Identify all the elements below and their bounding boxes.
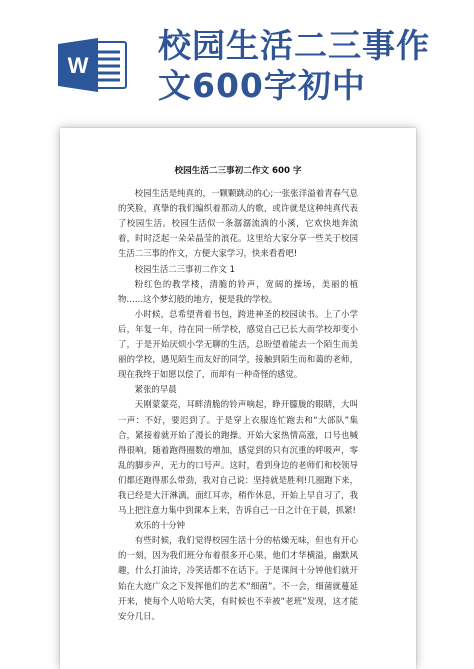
subheading-morning: 紧张的早晨 bbox=[134, 384, 177, 395]
section-heading: 校园生活二三事初二作文 1 bbox=[134, 263, 235, 274]
subheading-break: 欢乐的十分钟 bbox=[134, 520, 186, 531]
paragraph-4: 有些时候，我们觉得校园生活十分的枯燥无味，但也有开心的一刻，因为我们班分布着很多开心果，他们才华横溢，幽默风趣，什么打油诗，冷笑话都不在话下。于是课间十分钟他们就开始在大庭广众之下发挥他们的艺术“细菌”。不一会，细菌就蔓延开来，使每个人哈哈大笑，有时候也不幸被“老班”发现，这才能安分几日。 bbox=[118, 535, 358, 621]
page-title-line-1: 校园生活二三事作 bbox=[158, 26, 430, 65]
page-title-line-2: 文600字初中 bbox=[158, 66, 366, 105]
header-banner bbox=[0, 0, 474, 115]
document-page bbox=[60, 128, 416, 669]
page-title bbox=[158, 26, 458, 106]
document-body bbox=[118, 164, 358, 624]
paragraph-3: 天刚蒙蒙亮，耳畔清脆的铃声响起，睁开朦胧的眼睛，大叫一声：不好，要迟到了。于是穿上衣服连忙跑去和“大部队”集合，紧接着就开始了漫长的跑操。开始大家热情高涨，口号也喊得很响，随着跑得圈数的增加，感觉到的只有沉重的呼吸声，零乱的脚步声，无力的口号声。这时，看到身边的老师们和校领导们都还跑得那么带劲，我对自己说：坚持就是胜利!几圈跑下来，我已经是大汗淋漓，面红耳赤，稍作休息，开始上早自习了，我马上把注意力集中到课本上来，告诉自己一日之计在于晨，抓紧! bbox=[118, 399, 358, 516]
intro-paragraph: 校园生活是纯真的，一颗颗跳动的心;一张张洋溢着青春气息的笑脸，真挚的我们编织着那动人的歌，或许就是这种纯真代表了校园生活。校园生活似一条潺潺流淌的小溪，它欢快地奔流着，时时泛起一朵朵晶莹的浪花。这里给大家分享一些关于校园生活二三事的作文，方便大家学习，快来看看吧! bbox=[118, 188, 358, 259]
paragraph-1: 粉红色的教学楼，清脆的铃声，宽阔的操场，美丽的植物……这个梦幻般的地方，便是我的学校。 bbox=[118, 278, 358, 304]
word-icon-letter: W bbox=[67, 53, 89, 78]
paragraph-2: 小时候，总希望背着书包，跨进神圣的校园读书。上了小学后，年复一年，待在同一所学校，感觉自己已长大而学校却变小了，于是开始厌烦小学无聊的生活，总盼望着能去一个陌生而美丽的学校，遇见陌生而友好的同学，接触到陌生而和蔼的老师，现在我终于如愿以偿了，而却有一种奇怪的感觉。 bbox=[118, 308, 358, 380]
word-document-icon bbox=[58, 36, 130, 94]
document-title: 校园生活二三事初二作文 600 字 bbox=[174, 166, 302, 176]
